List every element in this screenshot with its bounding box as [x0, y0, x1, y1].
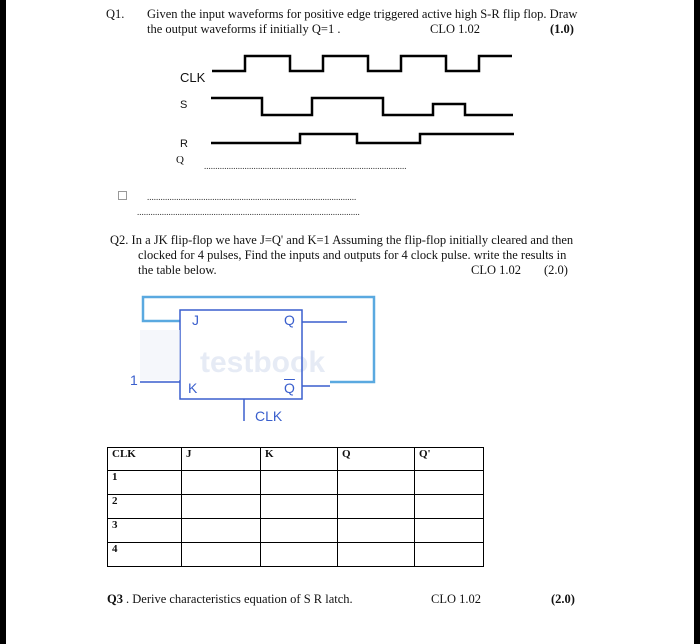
table-header-row — [108, 448, 484, 471]
q2-text-line1: Q2. In a JK flip-flop we have J=Q' and K=1 Assuming the flip-flop initially cleared and then — [110, 233, 574, 247]
k-cell[interactable] — [261, 519, 338, 543]
j-cell[interactable] — [182, 543, 261, 567]
q3-clo: CLO 1.02 — [431, 592, 481, 606]
k-input-value: 1 — [130, 372, 138, 388]
table-row — [108, 543, 484, 567]
results-table — [107, 447, 484, 567]
table-row — [108, 471, 484, 495]
q2-text-line2: clocked for 4 pulses, Find the inputs and outputs for 4 clock pulse. write the results in — [138, 248, 567, 262]
j-input-label: J — [192, 312, 199, 328]
answer-line-3[interactable]: ................................................................................................... — [137, 207, 360, 217]
j-cell[interactable] — [182, 519, 261, 543]
q-prime-cell[interactable] — [415, 471, 484, 495]
s-label: S — [180, 99, 188, 111]
q1-text-line1: Given the input waveforms for positive edge triggered active high S-R flip flop. Draw — [147, 7, 578, 21]
k-cell[interactable] — [261, 543, 338, 567]
q-label: Q — [176, 154, 184, 166]
q2-text-line3: the table below. — [138, 263, 217, 277]
table-row — [108, 519, 484, 543]
q-prime-cell[interactable] — [415, 495, 484, 519]
q1-number: Q1. — [106, 7, 125, 21]
row-clk-cell: 1 — [108, 471, 182, 495]
q-cell[interactable] — [338, 519, 415, 543]
answer-line-2[interactable]: ............................................................................................. — [147, 192, 357, 202]
q-cell[interactable] — [338, 495, 415, 519]
q-cell[interactable] — [338, 543, 415, 567]
r-label: R — [180, 138, 188, 150]
row-clk-cell: 2 — [108, 495, 182, 519]
header-j: J — [182, 448, 261, 471]
q-cell[interactable] — [338, 471, 415, 495]
q-bar-output-label: $\overline{Q}$ — [284, 380, 295, 396]
q1-clo: CLO 1.02 — [430, 22, 480, 36]
j-cell[interactable] — [182, 471, 261, 495]
table-row — [108, 495, 484, 519]
q-output-label: Q — [284, 312, 295, 328]
q-prime-cell[interactable] — [415, 519, 484, 543]
q1-marks: (1.0) — [550, 22, 574, 36]
clk-label: CLK — [180, 70, 206, 85]
k-cell[interactable] — [261, 471, 338, 495]
k-input-label: K — [188, 380, 198, 396]
q3-text: . Derive characteristics equation of S R latch. — [126, 592, 353, 606]
header-q: Q — [338, 448, 415, 471]
header-k: K — [261, 448, 338, 471]
q-prime-cell[interactable] — [415, 543, 484, 567]
watermark-text: testbook — [200, 346, 326, 379]
q3-marks: (2.0) — [551, 592, 575, 606]
clk-input-label: CLK — [255, 408, 283, 424]
header-q-prime: Q' — [415, 448, 484, 471]
k-cell[interactable] — [261, 495, 338, 519]
q3-number: Q3 — [107, 592, 123, 606]
j-cell[interactable] — [182, 495, 261, 519]
q1-text-line2: the output waveforms if initially Q=1 . — [147, 22, 341, 36]
q2-marks: (2.0) — [544, 263, 568, 277]
row-clk-cell: 3 — [108, 519, 182, 543]
q2-clo: CLO 1.02 — [471, 263, 521, 277]
q-answer-line[interactable]: .......................................................................................... — [204, 161, 407, 171]
header-clk: CLK — [108, 448, 182, 471]
row-clk-cell: 4 — [108, 543, 182, 567]
